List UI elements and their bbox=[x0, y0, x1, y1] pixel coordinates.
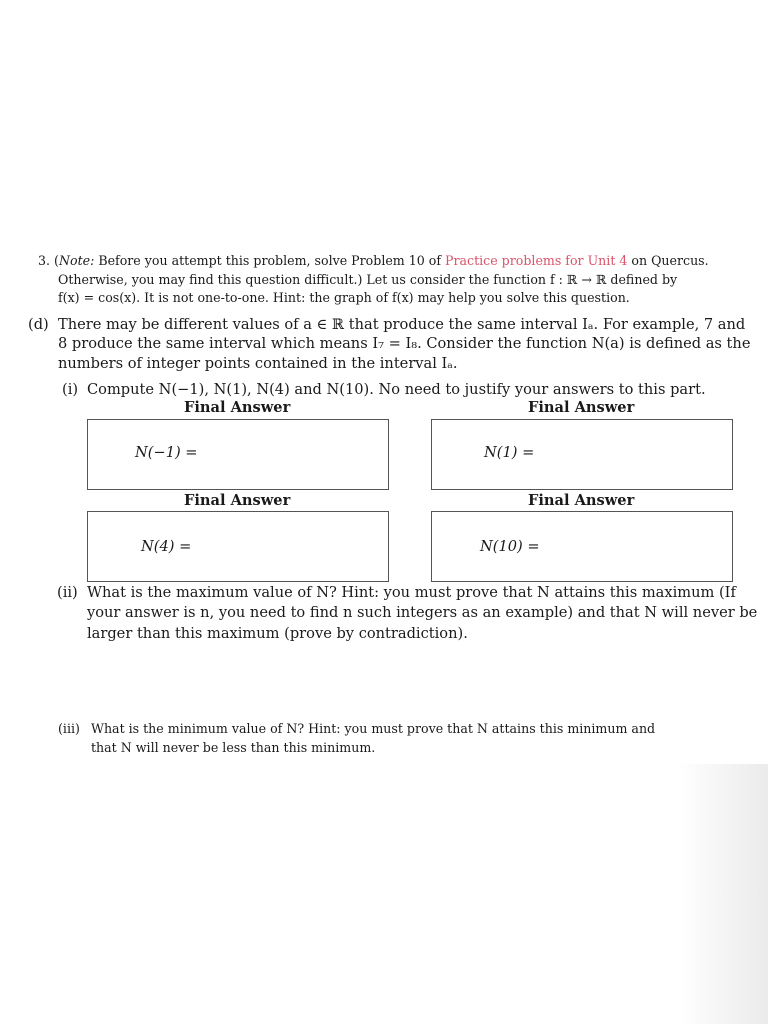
answer-box-n-1[interactable] bbox=[431, 419, 733, 490]
part-ii-line-1: What is the maximum value of N? Hint: you must prove that N attains this maximum (If bbox=[87, 584, 736, 601]
note-open: ( bbox=[54, 253, 59, 268]
answer-label-n-minus-1: N(−1) = bbox=[135, 444, 198, 461]
note-text-1: Before you attempt this problem, solve Problem 10 of bbox=[94, 253, 446, 268]
problem-header-line-3: f(x) = cos(x). It is not one-to-one. Hint: the graph of f(x) may help you solve this question. bbox=[58, 290, 630, 305]
problem-header-line-2: Otherwise, you may find this question difficult.) Let us consider the function f : ℝ → ℝ defined by bbox=[58, 272, 678, 287]
final-answer-heading-3: Final Answer bbox=[184, 492, 291, 509]
problem-header-line-1 bbox=[38, 253, 709, 268]
final-answer-heading-2: Final Answer bbox=[528, 399, 635, 416]
part-ii-line-3: larger than this maximum (prove by contradiction). bbox=[87, 625, 468, 642]
answer-label-n-4: N(4) = bbox=[141, 538, 192, 555]
answer-box-n-4[interactable] bbox=[87, 511, 389, 582]
part-ii-line-2: your answer is n, you need to find n such integers as an example) and that N will never be bbox=[87, 604, 758, 621]
part-ii-label: (ii) bbox=[57, 584, 78, 601]
part-i-text: Compute N(−1), N(1), N(4) and N(10). No need to justify your answers to this part. bbox=[87, 381, 706, 398]
practice-problems-link[interactable]: Practice problems for Unit 4 bbox=[445, 253, 628, 268]
part-i-label: (i) bbox=[62, 381, 79, 398]
part-d-label: (d) bbox=[28, 316, 49, 333]
part-d-line-1: There may be different values of a ∈ ℝ that produce the same interval Iₐ. For example, 7 and bbox=[58, 316, 746, 333]
part-d-line-2: 8 produce the same interval which means I₇ = I₈. Consider the function N(a) is defined as the bbox=[58, 335, 751, 352]
answer-label-n-10: N(10) = bbox=[480, 538, 540, 555]
note-label: Note: bbox=[58, 253, 95, 268]
part-iii-line-1: What is the minimum value of N? Hint: you must prove that N attains this minimum and bbox=[91, 721, 656, 736]
final-answer-heading-1: Final Answer bbox=[184, 399, 291, 416]
answer-box-n-minus-1[interactable] bbox=[87, 419, 389, 490]
note-text-2: on Quercus. bbox=[627, 253, 709, 268]
answer-label-n-1: N(1) = bbox=[484, 444, 535, 461]
answer-box-n-10[interactable] bbox=[431, 511, 733, 582]
problem-number: 3. bbox=[38, 253, 51, 268]
part-d-line-3: numbers of integer points contained in the interval Iₐ. bbox=[58, 355, 458, 372]
part-iii-line-2: that N will never be less than this minimum. bbox=[91, 740, 376, 755]
final-answer-heading-4: Final Answer bbox=[528, 492, 635, 509]
part-iii-label: (iii) bbox=[58, 721, 80, 736]
page-shadow bbox=[678, 764, 768, 1024]
